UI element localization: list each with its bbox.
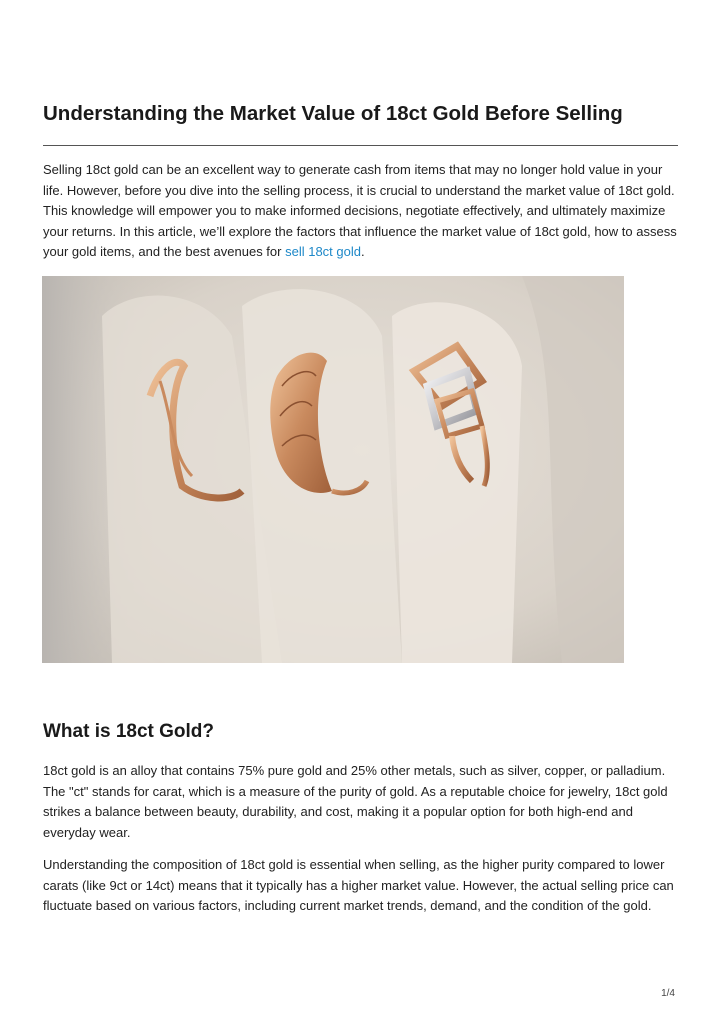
title-divider: [43, 145, 678, 146]
intro-text: Selling 18ct gold can be an excellent way to generate cash from items that may no longer hold value in your life. However, before you dive into the selling process, it is crucial to understand the market value of 18ct gold. This knowledge will empower you to make informed decisions, negotiate effectively, and ultimately maximize your returns. In this article, we’ll explore the factors that influence the market value of 18ct gold, how to assess your gold items, and the best avenues for: [43, 162, 677, 259]
intro-paragraph: [43, 160, 683, 263]
intro-text-end: .: [360, 244, 365, 259]
sell-18ct-gold-link[interactable]: sell 18ct gold: [285, 244, 361, 259]
page-number: 1/4: [661, 988, 675, 999]
section-paragraph-2: Understanding the composition of 18ct gold is essential when selling, as the higher purity compared to lower carats (like 9ct or 14ct) means that it typically has a higher market value. However, the actual selling price can fluctuate based on various factors, including current market trends, demand, and the condition of the gold.: [43, 857, 674, 913]
page-title: Understanding the Market Value of 18ct Gold Before Selling: [43, 102, 623, 125]
section-paragraph-1: 18ct gold is an alloy that contains 75% pure gold and 25% other metals, such as silver, copper, or palladium. The "ct" stands for carat, which is a measure of the purity of gold. As a reputable choice for jewelry, 18ct gold strikes a balance between beauty, durability, and cost, making it a popular option for both high-end and everyday wear.: [43, 763, 668, 840]
section-heading: What is 18ct Gold?: [43, 721, 215, 742]
gold-rings-photo: [42, 276, 624, 663]
